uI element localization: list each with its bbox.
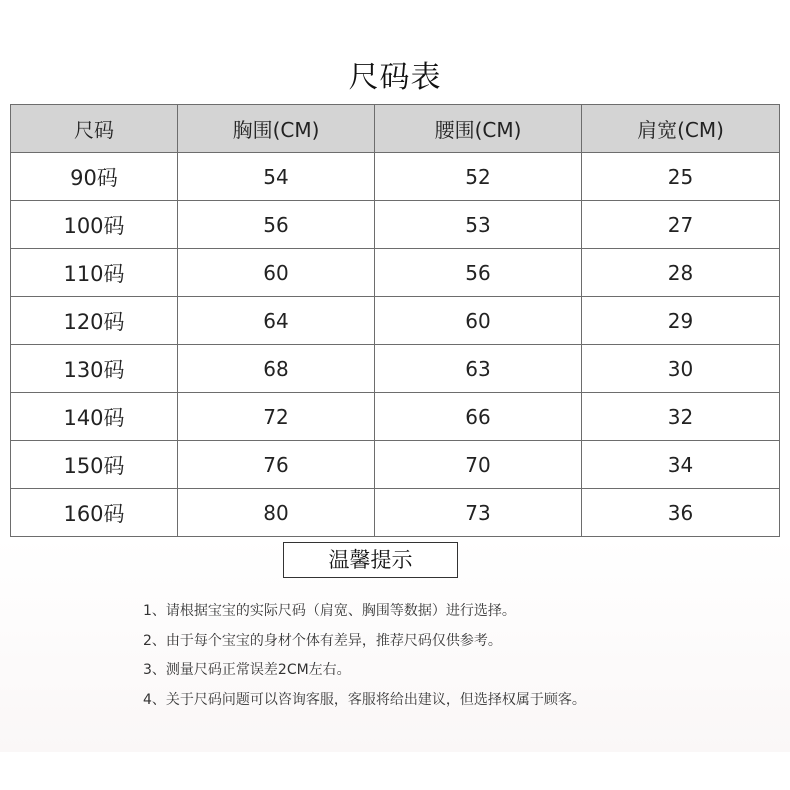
waist-cell: 60 — [375, 297, 582, 345]
table-row — [11, 153, 780, 201]
size-cell: 140码 — [11, 393, 178, 441]
table-header-row — [11, 105, 780, 153]
size-cell: 160码 — [11, 489, 178, 537]
list-item: 1、请根据宝宝的实际尺码（肩宽、胸围等数据）进行选择。 — [143, 603, 516, 619]
page-title: 尺码表 — [348, 60, 442, 95]
size-cell: 150码 — [11, 441, 178, 489]
shoulder-cell: 36 — [582, 489, 780, 537]
waist-cell: 63 — [375, 345, 582, 393]
table-row — [11, 489, 780, 537]
chest-cell: 80 — [178, 489, 375, 537]
size-table — [10, 104, 780, 537]
table-row — [11, 297, 780, 345]
shoulder-cell: 32 — [582, 393, 780, 441]
size-cell: 90码 — [11, 153, 178, 201]
chest-cell: 68 — [178, 345, 375, 393]
column-header-size: 尺码 — [11, 105, 178, 153]
shoulder-cell: 27 — [582, 201, 780, 249]
chest-cell: 54 — [178, 153, 375, 201]
waist-cell: 66 — [375, 393, 582, 441]
waist-cell: 56 — [375, 249, 582, 297]
shoulder-cell: 29 — [582, 297, 780, 345]
size-cell: 120码 — [11, 297, 178, 345]
chest-cell: 72 — [178, 393, 375, 441]
shoulder-cell: 28 — [582, 249, 780, 297]
waist-cell: 73 — [375, 489, 582, 537]
list-item: 2、由于每个宝宝的身材个体有差异，推荐尺码仅供参考。 — [143, 632, 502, 649]
table-row — [11, 393, 780, 441]
chest-cell: 64 — [178, 297, 375, 345]
list-item: 3、测量尺码正常误差2CM左右。 — [143, 662, 351, 678]
table-row — [11, 441, 780, 489]
waist-cell: 53 — [375, 201, 582, 249]
chest-cell: 60 — [178, 249, 375, 297]
shoulder-cell: 25 — [582, 153, 780, 201]
notes-list — [143, 598, 586, 716]
waist-cell: 70 — [375, 441, 582, 489]
table-row — [11, 249, 780, 297]
shoulder-cell: 30 — [582, 345, 780, 393]
chest-cell: 56 — [178, 201, 375, 249]
shoulder-cell: 34 — [582, 441, 780, 489]
size-cell: 100码 — [11, 201, 178, 249]
tip-heading: 温馨提示 — [283, 542, 458, 578]
size-cell: 110码 — [11, 249, 178, 297]
column-header-shoulder: 肩宽(CM) — [582, 105, 780, 153]
table-row — [11, 345, 780, 393]
size-cell: 130码 — [11, 345, 178, 393]
column-header-waist: 腰围(CM) — [375, 105, 582, 153]
list-item: 4、关于尺码问题可以咨询客服，客服将给出建议，但选择权属于顾客。 — [143, 691, 586, 708]
column-header-chest: 胸围(CM) — [178, 105, 375, 153]
chest-cell: 76 — [178, 441, 375, 489]
waist-cell: 52 — [375, 153, 582, 201]
table-row — [11, 201, 780, 249]
